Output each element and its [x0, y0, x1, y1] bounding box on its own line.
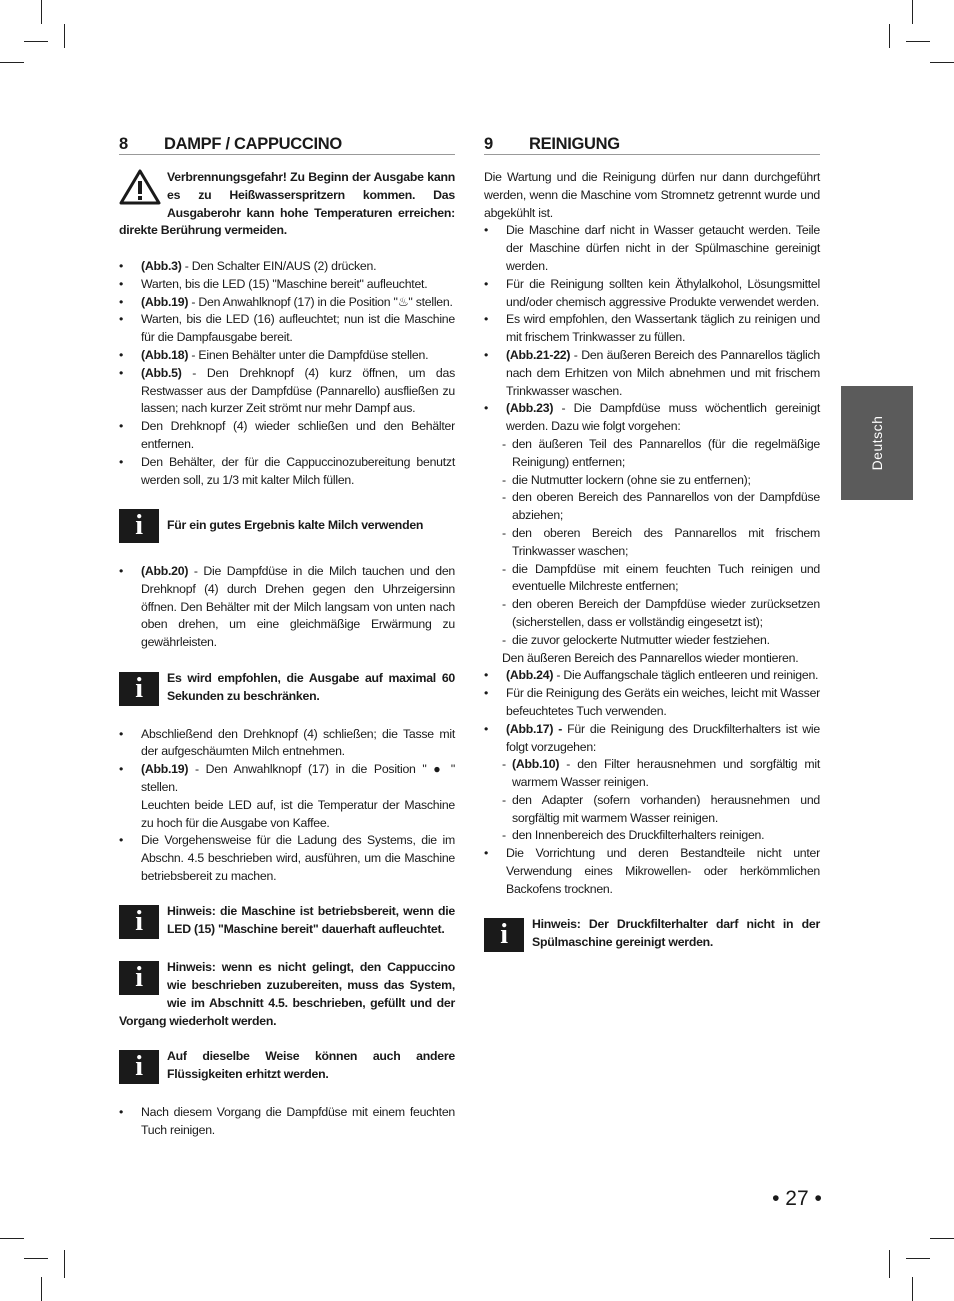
info-text: Für ein gutes Ergebnis kalte Milch verwenden: [167, 518, 424, 533]
crop-mark: [930, 62, 954, 63]
info-text: Auf dieselbe Weise können auch andere Flüssigkeiten erhitzt werden.: [167, 1049, 455, 1082]
info-icon: i: [119, 1050, 159, 1084]
info-icon: i: [484, 918, 524, 952]
language-tab: [841, 386, 913, 500]
warning-note: [119, 169, 455, 240]
list-item: • (Abb.19) - Den Anwahlknopf (17) in die Position "♨" stellen.: [119, 294, 455, 312]
list-item: • Nach diesem Vorgang die Dampfdüse mit einem feuchten Tuch reinigen.: [119, 1104, 455, 1140]
list-item: • Für die Reinigung sollten kein Äthylalkohol, Lösungsmittel und/oder chemisch aggressive Produkte verwendet werden.: [484, 276, 820, 312]
steps-list-4: [119, 1104, 455, 1140]
crop-mark: [41, 1277, 42, 1301]
info-note: [119, 1048, 455, 1086]
crop-mark: [912, 0, 913, 24]
info-note: [119, 507, 455, 545]
crop-mark: [906, 1258, 930, 1259]
info-note: [484, 916, 820, 954]
crop-mark: [24, 1258, 48, 1259]
list-item: • (Abb.23) - Die Dampfdüse muss wöchentlich gereinigt werden. Dazu wie folgt vorgehen: - den äußeren Teil des Pannarellos (für die regelmäßige Reinigung) entfernen; - die Nutmutter lockern (ohne sie zu entfernen); - den oberen Bereich des Pannarellos von der Dampfdüse abziehen; - den oberen Bereich des Pannarellos mit frischem Trinkwasser waschen; - die Dampfdüse mit einem feuchten Tuch reinigen und eventuelle Milchreste entfernen; - den oberen Bereich der Dampfdüse wieder zurücksetzen (sicherstellen, dass er vollständig eingesetzt ist); - die zuvor gelockerte Nutmutter wieder festziehen. Den äußeren Bereich des Pannarellos wieder montieren.: [484, 400, 820, 667]
info-text: Hinweis: wenn es nicht gelingt, den Cappuccino wie beschrieben zuzubereiten, muss das System, wie im Abschnitt 4.5. beschrieben, gefüllt und der Vorgang wiederholt werden.: [119, 960, 455, 1028]
dash-list: [506, 436, 820, 650]
list-item: • Die Maschine darf nicht in Wasser getaucht werden. Teile der Maschine dürfen nicht in der Spülmaschine gereinigt werden.: [484, 222, 820, 275]
list-item: • (Abb.21-22) - Den äußeren Bereich des Pannarellos täglich nach dem Erhitzen von Milch abnehmen und mit frischem Trinkwasser waschen.: [484, 347, 820, 400]
list-item: • Warten, bis die LED (15) "Maschine bereit" aufleuchtet.: [119, 276, 455, 294]
section-number: 8: [119, 135, 128, 154]
info-note: [119, 670, 455, 708]
steps-list-1: [119, 258, 455, 489]
info-note: [119, 959, 455, 1030]
section-number: 9: [484, 135, 493, 154]
list-item: • (Abb.5) - Den Drehknopf (4) kurz öffnen, um das Restwasser aus der Dampfdüse (Pannarello) ausfließen zu lassen; nach kurzer Zeit strömt nur mehr Dampf aus.: [119, 365, 455, 418]
list-item: • Den Drehknopf (4) wieder schließen und den Behälter entfernen.: [119, 418, 455, 454]
list-item: • Die Vorrichtung und deren Bestandteile nicht unter Verwendung eines Mikrowellen- oder herkömmlichen Backofens trocknen.: [484, 845, 820, 898]
right-column: [484, 134, 820, 954]
list-item: • (Abb.18) - Einen Behälter unter die Dampfdüse stellen.: [119, 347, 455, 365]
crop-mark: [24, 41, 48, 42]
crop-mark: [64, 1250, 65, 1278]
info-text: Es wird empfohlen, die Ausgabe auf maximal 60 Sekunden zu beschränken.: [167, 670, 455, 703]
info-icon: i: [119, 905, 159, 939]
list-item: • Für die Reinigung des Geräts ein weiches, leicht mit Wasser befeuchtetes Tuch verwenden.: [484, 685, 820, 721]
crop-mark: [0, 62, 24, 63]
dash-followup: Den äußeren Bereich des Pannarellos wieder montieren.: [502, 650, 799, 665]
list-item: • Warten, bis die LED (16) aufleuchtet; nun ist die Maschine für die Dampfausgabe bereit.: [119, 311, 455, 347]
crop-mark: [930, 1238, 954, 1239]
dash-item: - den äußeren Teil des Pannarellos (für die regelmäßige Reinigung) entfernen;: [502, 436, 820, 472]
info-icon: i: [119, 672, 159, 706]
list-item: • Die Vorgehensweise für die Ladung des Systems, die im Abschn. 4.5 beschrieben wird, ausführen, um die Maschine betriebsbereit zu machen.: [119, 832, 455, 885]
crop-mark: [906, 41, 930, 42]
dash-item: - die zuvor gelockerte Nutmutter wieder festziehen.: [502, 632, 820, 650]
section-heading-9: [484, 134, 820, 155]
left-column: [119, 134, 455, 1140]
dash-item: - die Nutmutter lockern (ohne sie zu entfernen);: [502, 472, 820, 490]
crop-mark: [41, 0, 42, 24]
dash-item: - den Adapter (sofern vorhanden) herausnehmen und sorgfältig mit warmem Wasser reinigen.: [502, 792, 820, 828]
warning-text: Verbrennungsgefahr! Zu Beginn der Ausgabe kann es zu Heißwasserspritzern kommen. Das Ausgaberohr kann hohe Temperaturen erreichen: direkte Berührung vermeiden.: [119, 170, 455, 238]
info-text: Hinweis: die Maschine ist betriebsbereit, wenn die LED (15) "Maschine bereit" dauerhaft aufleuchtet.: [167, 904, 455, 937]
dash-item: - den oberen Bereich des Pannarellos von der Dampfdüse abziehen;: [502, 489, 820, 525]
section-heading-8: [119, 134, 455, 155]
crop-mark: [0, 1238, 24, 1239]
section-title: REINIGUNG: [529, 135, 620, 154]
language-label: Deutsch: [869, 415, 885, 471]
info-icon: i: [119, 509, 159, 543]
dash-item: - (Abb.10) - den Filter herausnehmen und sorgfältig mit warmem Wasser reinigen.: [502, 756, 820, 792]
info-text: Hinweis: Der Druckfilterhalter darf nicht in der Spülmaschine gereinigt werden.: [532, 917, 820, 950]
list-item: • Den Behälter, der für die Cappuccinozubereitung benutzt werden soll, zu 1/3 mit kalter Milch füllen.: [119, 454, 455, 490]
cleaning-list-1: [484, 222, 820, 898]
dash-item: - den oberen Bereich der Dampfdüse wieder zurücksetzen (sicherstellen, dass er vollständig eingesetzt ist);: [502, 596, 820, 632]
crop-mark: [889, 1250, 890, 1278]
list-item: • (Abb.24) - Die Auffangschale täglich entleeren und reinigen.: [484, 667, 820, 685]
list-item: • (Abb.19) - Den Anwahlknopf (17) in die Position " ● " stellen. Leuchten beide LED auf, ist die Temperatur der Maschine zu hoch für die Ausgabe von Kaffee.: [119, 761, 455, 832]
crop-mark: [889, 24, 890, 48]
info-note: [119, 903, 455, 941]
crop-mark: [912, 1277, 913, 1301]
steps-list-3: [119, 726, 455, 886]
dash-item: - die Dampfdüse mit einem feuchten Tuch reinigen und eventuelle Milchreste entfernen;: [502, 561, 820, 597]
crop-mark: [64, 24, 65, 48]
dash-item: - den Innenbereich des Druckfilterhalters reinigen.: [502, 827, 820, 845]
steps-list-2: [119, 563, 455, 652]
list-item: • Abschließend den Drehknopf (4) schließen; die Tasse mit der aufgeschäumten Milch entnehmen.: [119, 726, 455, 762]
list-item: • (Abb.3) - Den Schalter EIN/AUS (2) drücken.: [119, 258, 455, 276]
page-number: • 27 •: [772, 1187, 822, 1210]
intro-paragraph: Die Wartung und die Reinigung dürfen nur dann durchgeführt werden, wenn die Maschine vom Stromnetz getrennt wurde und abgekühlt ist.: [484, 170, 820, 220]
list-item: • (Abb.20) - Die Dampfdüse in die Milch tauchen und den Drehknopf (4) durch Drehen gegen den Uhrzeigersinn öffnen. Den Behälter mit der Milch langsam von unten nach oben drehen, um eine gleichmäßige Erwärmung zu gewährleisten.: [119, 563, 455, 652]
dash-list: [506, 756, 820, 845]
dash-item: - den oberen Bereich des Pannarellos mit frischem Trinkwasser waschen;: [502, 525, 820, 561]
list-item: • Es wird empfohlen, den Wassertank täglich zu reinigen und mit frischem Trinkwasser zu füllen.: [484, 311, 820, 347]
warning-icon: [119, 169, 161, 205]
info-icon: i: [119, 961, 159, 995]
list-item: • (Abb.17) - Für die Reinigung des Druckfilterhalters ist wie folgt vorzugehen: - (Abb.10) - den Filter herausnehmen und sorgfältig mit warmem Wasser reinigen. - den Adapter (sofern vorhanden) herausnehmen und sorgfältig mit warmem Wasser reinigen. - den Innenbereich des Druckfilterhalters reinigen.: [484, 721, 820, 846]
section-title: DAMPF / CAPPUCCINO: [164, 135, 342, 154]
